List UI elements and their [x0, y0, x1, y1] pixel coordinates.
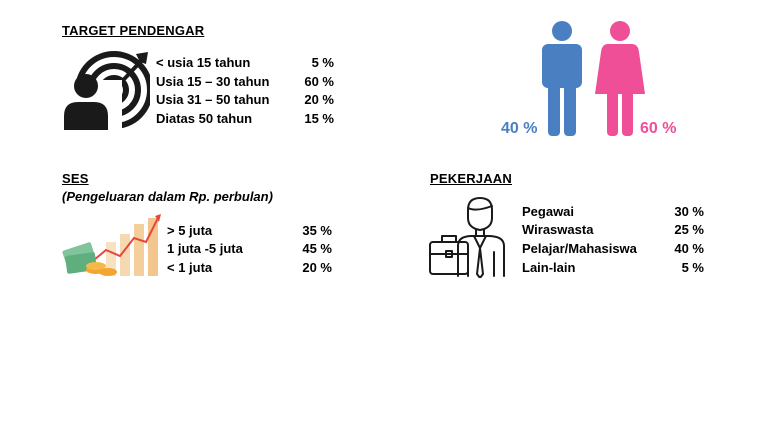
ses-row-value: 20 % [302, 260, 332, 275]
pekerjaan-row-label: Pelajar/Mahasiswa [522, 241, 637, 256]
ses-row-value: 45 % [302, 241, 332, 256]
pekerjaan-row-value: 25 % [674, 222, 704, 237]
pekerjaan-row-value: 30 % [674, 204, 704, 219]
worker-briefcase-icon [428, 196, 512, 278]
ses-row-label: > 5 juta [167, 223, 213, 238]
target-row-label: Usia 31 – 50 tahun [156, 92, 270, 107]
female-figure-icon [594, 20, 646, 138]
target-row-value: 15 % [304, 111, 334, 126]
pekerjaan-row-label: Wiraswasta [522, 222, 594, 237]
ses-row-value: 35 % [302, 223, 332, 238]
target-row-label: Diatas 50 tahun [156, 111, 253, 126]
pekerjaan-heading: PEKERJAAN [430, 171, 512, 186]
pekerjaan-row-value: 5 % [681, 260, 704, 275]
pekerjaan-row-value: 40 % [674, 241, 704, 256]
ses-row-label: < 1 juta [167, 260, 213, 275]
target-row-label: Usia 15 – 30 tahun [156, 74, 270, 89]
male-figure-icon [540, 20, 584, 138]
ses-row-label: 1 juta -5 juta [167, 241, 243, 256]
target-row-value: 20 % [304, 92, 334, 107]
ses-heading: SES [62, 171, 89, 186]
male-percentage: 40 % [501, 120, 538, 137]
pekerjaan-row-label: Pegawai [522, 204, 575, 219]
pekerjaan-row-label: Lain-lain [522, 260, 576, 275]
target-heading: TARGET PENDENGAR [62, 23, 205, 38]
target-row-value: 5 % [311, 55, 334, 70]
female-percentage: 60 % [640, 120, 677, 137]
target-audience-icon [62, 50, 150, 130]
money-growth-icon [62, 212, 162, 278]
target-row-value: 60 % [304, 74, 334, 89]
target-row-label: < usia 15 tahun [156, 55, 251, 70]
ses-subtitle: (Pengeluaran dalam Rp. perbulan) [62, 189, 273, 204]
